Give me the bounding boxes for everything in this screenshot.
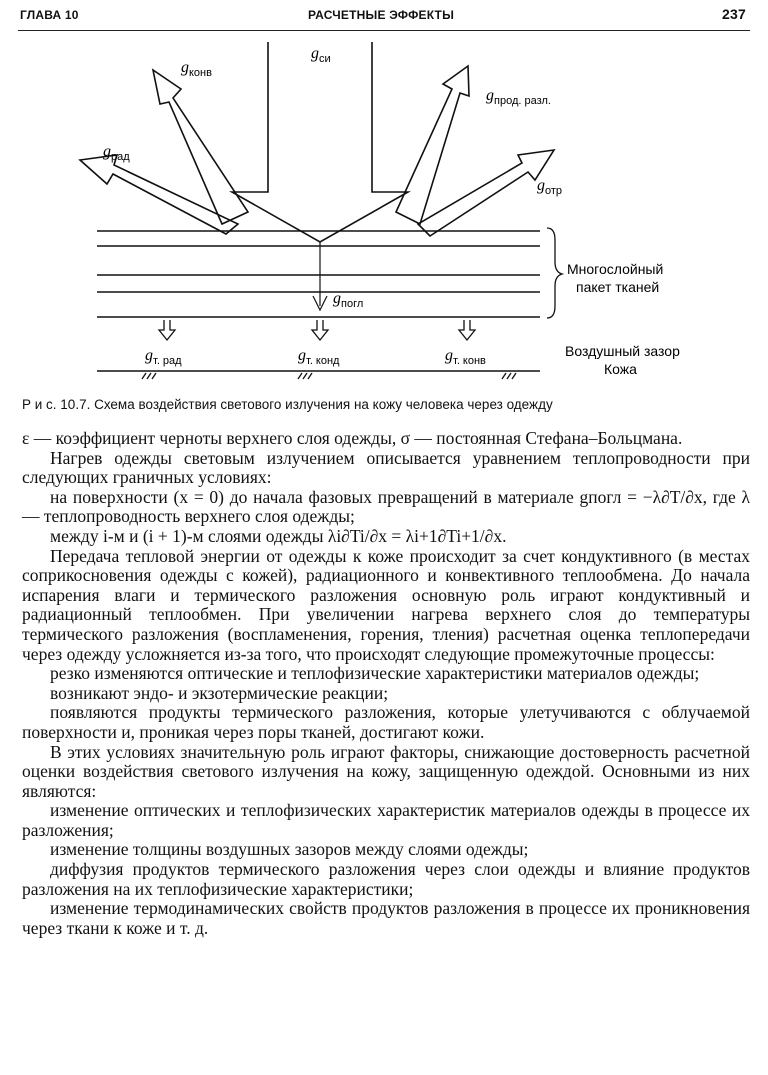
paragraph: изменение толщины воздушных зазоров между слоями одежды; [50,839,529,860]
label-g-t-kond: $g_{т. конд}$ [298,347,340,367]
page-number: 237 [722,6,746,22]
label-g-konv: $g_{конв}$ [181,59,212,79]
label-g-otr: $g_{отр}$ [537,177,563,197]
paragraph: на поверхности (x = 0) до начала фазовых превращений в материале gпогл = −λ∂T/∂x, где λ — теплопроводность верхнего слоя одежды; [22,486,750,527]
heat-kond-arrow [312,320,328,340]
heat-rad-arrow [159,320,175,340]
label-g-t-konv: $g_{т. конв}$ [445,347,486,367]
paragraph: Передача тепловой энергии от одежды к коже происходит за счет кондуктивного (в местах соприкосновения одежды с кожей), радиационного и конвективного теплообмена. До начала испарения влаги и термического разложения основную роль играют кондуктивный и радиационный теплообмен. При увеличении нагрева верхнего слоя до температуры термического разложения (воспламенения, горения, тления) расчетная оценка теплопередачи через одежду усложняется из-за того, что происходят следующие промежуточные процессы: [22,545,750,664]
paragraph: изменение оптических и теплофизических характеристик материалов одежды в процессе их разложения; [22,800,750,840]
paragraph: возникают эндо- и экзотермические реакции; [50,682,389,703]
label-g-prod: $g_{прод. разл.}$ [486,87,551,107]
paragraph: изменение термодинамических свойств продуктов разложения в процессе их проникновения через ткани к коже и т. д. [22,898,750,938]
label-g-si: $g_{си}$ [311,45,331,65]
paragraph: ε — коэффициент черноты верхнего слоя одежды, σ — постоянная Стефана–Больцмана. [22,428,683,448]
label-air-gap: Воздушный зазор [565,343,680,359]
label-multilayer-1: Многослойный [567,261,664,277]
radiation-arrow [80,155,238,234]
heat-konv-arrow [459,320,475,340]
label-skin: Кожа [604,361,637,377]
layers-brace [547,228,562,318]
paragraph: между i-м и (i + 1)-м слоями одежды λi∂Ti/∂x = λi+1∂Ti+1/∂x. [50,525,507,546]
paragraph: В этих условиях значительную роль играют факторы, снижающие достоверность расчетной оценки воздействия светового излучения на кожу, защищенную одеждой. Основными из них являются: [22,741,750,801]
label-g-t-rad: $g_{т. рад}$ [145,347,182,367]
header-rule [18,30,750,31]
label-g-rad: $g_{рад}$ [103,143,130,163]
chapter-label: ГЛАВА 10 [20,8,79,22]
figure-caption: Р и с. 10.7. Схема воздействия светового излучения на кожу человека через одежду [22,397,553,412]
incident-arrow [232,42,408,242]
paragraph: диффузия продуктов термического разложения через слои одежды и влияние продуктов разложения на их теплофизические характеристики; [22,859,750,899]
body-text [22,429,750,938]
running-title: РАСЧЕТНЫЕ ЭФФЕКТЫ [308,8,455,22]
label-g-pogl: $g_{погл}$ [333,290,364,310]
figure-diagram [0,36,768,392]
paragraph: появляются продукты термического разложения, которые улетучиваются с облучаемой поверхности и, проникая через поры тканей, достигают кожи. [22,702,750,742]
label-multilayer-2: пакет тканей [576,279,660,295]
convective-arrow [153,70,248,224]
paragraph: резко изменяются оптические и теплофизические характеристики материалов одежды; [50,663,700,684]
paragraph: Нагрев одежды световым излучением описывается уравнением теплопроводности при следующих граничных условиях: [22,447,750,488]
